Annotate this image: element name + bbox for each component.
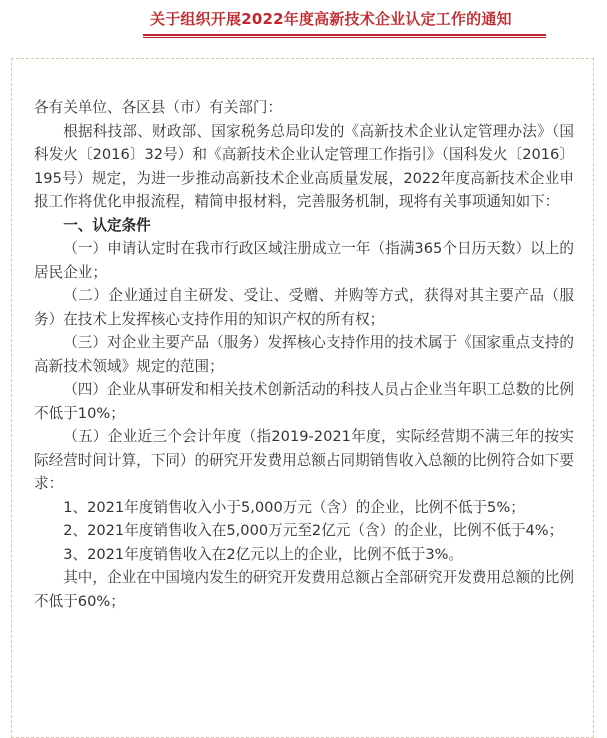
condition-1: （一）申请认定时在我市行政区域注册成立一年（指满365个日历天数）以上的居民企业； [34,240,574,281]
title-underline [143,34,546,36]
condition-5: （五）企业近三个会计年度（指2019-2021年度，实际经营期不满三年的按实际经营时间计算，下同）的研究开发费用总额占同期销售收入总额的比例符合如下要求： [34,428,574,492]
title-banner [0,0,607,40]
condition-2: （二）企业通过自主研发、受让、受赠、并购等方式，获得对其主要产品（服务）在技术上发挥核心支持作用的知识产权的所有权； [34,287,574,328]
sub-item-3: 3、2021年度销售收入在2亿元以上的企业，比例不低于3%。 [63,545,464,563]
page-title: 关于组织开展2022年度高新技术企业认定工作的通知 [150,10,512,28]
rd-ratio-note: 其中，企业在中国境内发生的研究开发费用总额占全部研究开发费用总额的比例不低于60%； [34,569,574,610]
section-heading-conditions: 一、认定条件 [63,216,151,234]
condition-4: （四）企业从事研发和相关技术创新活动的科技人员占企业当年职工总数的比例不低于10%； [34,381,574,422]
intro-paragraph: 根据科技部、财政部、国家税务总局印发的《高新技术企业认定管理办法》（国科发火〔2016〕32号）和《高新技术企业认定管理工作指引》（国科发火〔2016〕195号）规定，为进一步推动高新技术企业高质量发展，2022年度高新技术企业申报工作将优化申报流程，精简申报材料，完善服务机制，现将有关事项通知如下： [34,122,574,210]
condition-3: （三）对企业主要产品（服务）发挥核心支持作用的技术属于《国家重点支持的高新技术领域》规定的范围； [34,334,574,375]
sub-item-2: 2、2021年度销售收入在5,000万元至2亿元（含）的企业，比例不低于4%； [63,522,564,539]
salutation: 各有关单位、各区县（市）有关部门： [34,99,283,116]
title-underline-thin [143,37,546,38]
sub-item-1: 1、2021年度销售收入小于5,000万元（含）的企业，比例不低于5%； [63,498,525,516]
article-body [34,96,574,613]
